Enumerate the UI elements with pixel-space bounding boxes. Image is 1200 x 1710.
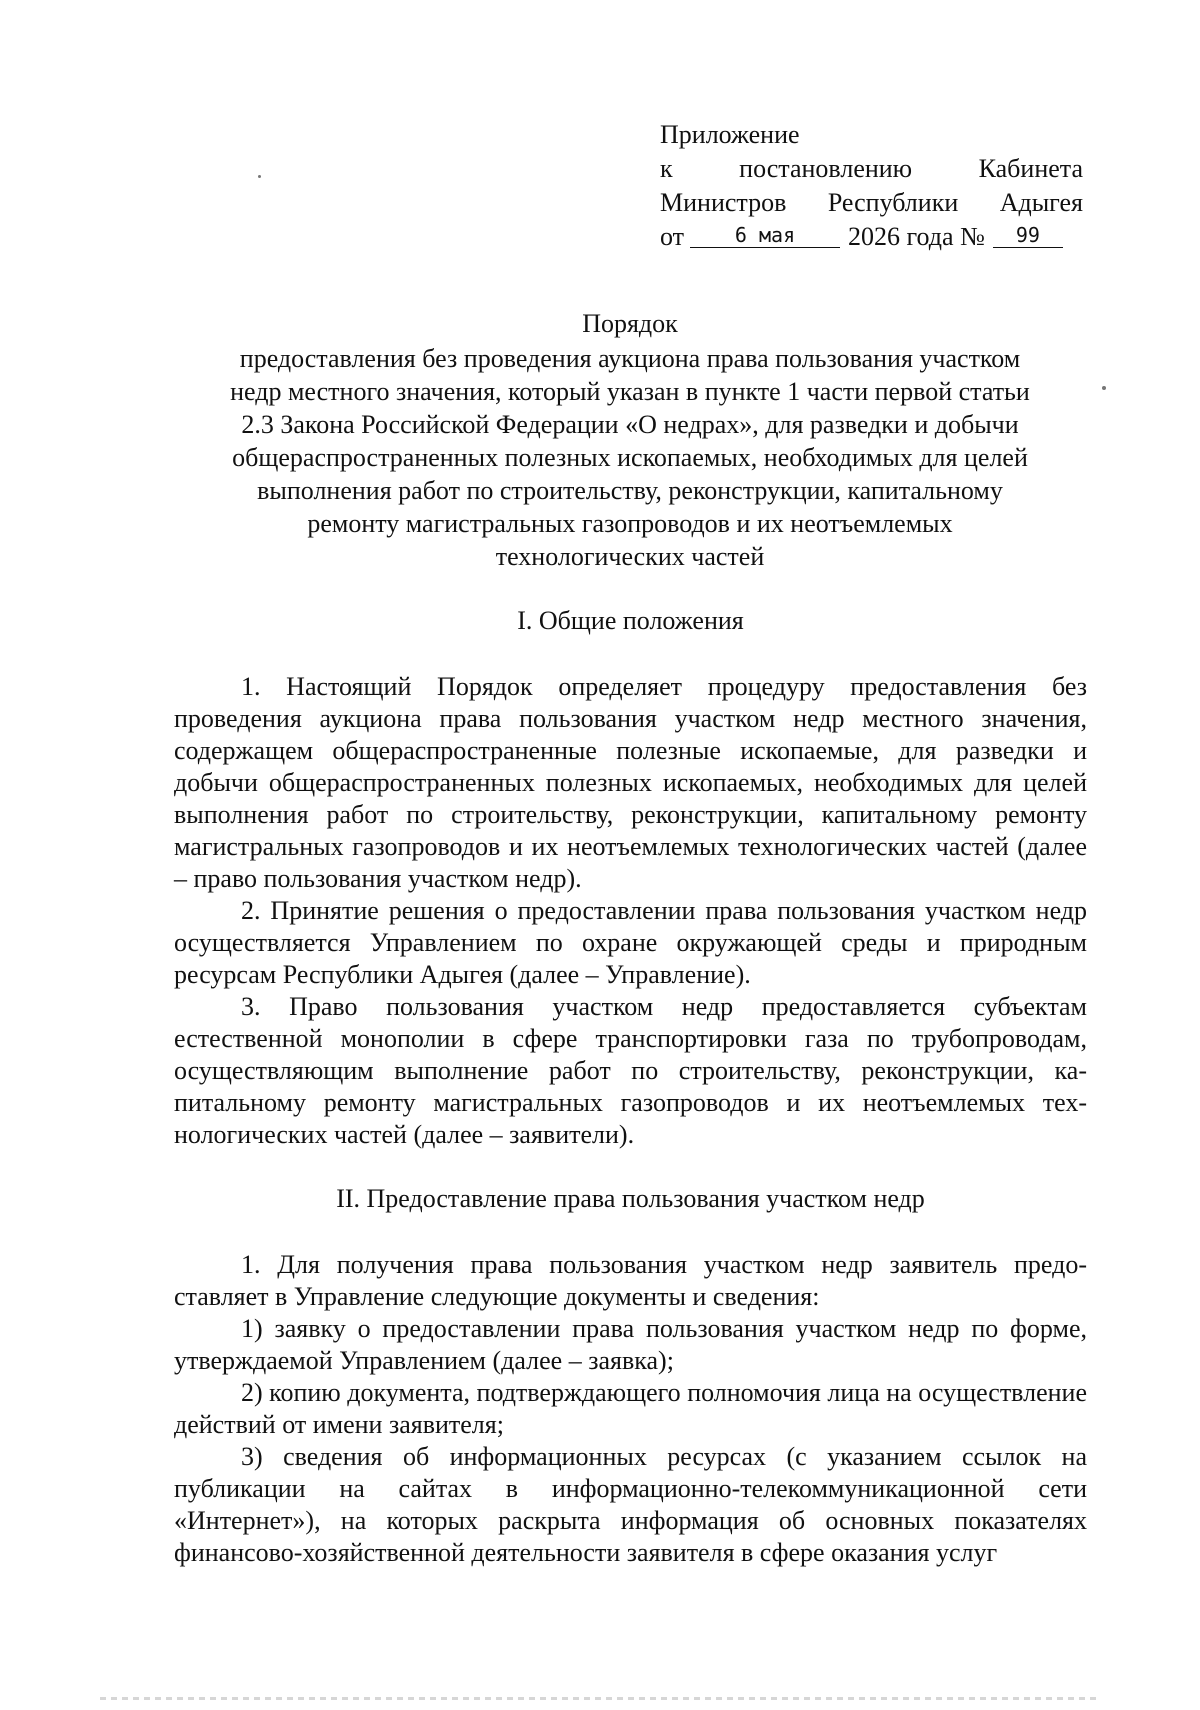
appendix-line-cabinet <box>660 186 1083 220</box>
appendix-word: Кабинета <box>978 154 1083 183</box>
scan-edge-artifact <box>100 1697 1100 1700</box>
appendix-word: постановлению <box>739 154 913 183</box>
appendix-word: к <box>660 154 673 183</box>
subtitle-line: ремонту магистральных газопроводов и их неотъемлемых <box>307 509 953 538</box>
title-heading: Порядок <box>582 309 678 338</box>
subtitle-line: 2.3 Закона Российской Федерации «О недрах», для разведки и добычи <box>241 410 1019 439</box>
appendix-block <box>660 118 1083 254</box>
list-item: 2) копию документа, подтверждающего полномочия лица на осуществление действий от имени заявителя; <box>174 1378 1087 1439</box>
appendix-word: Адыгея <box>999 188 1083 217</box>
appendix-label: Приложение <box>660 120 800 149</box>
subtitle-line: общераспространенных полезных ископаемых, необходимых для целей <box>232 443 1028 472</box>
appendix-word: Республики <box>827 188 959 217</box>
section-heading: II. Предоставление права пользования участком недр <box>336 1184 925 1213</box>
list-item: 3) сведения об информационных ресурсах (с указанием ссылок на публикации на сайтах в информационно-телекоммуникационной сети «Интернет»), на которых раскрыта информация об основных показателях финансово-хозяйственной деятельности заявителя в сфере оказания услуг <box>174 1442 1087 1567</box>
number-field: 99 <box>993 223 1063 248</box>
paragraph: 2. Принятие решения о предоставлении права пользования участком недр осуществляется Управлением по охране окружающей среды и природным ресурсам Республики Адыгея (далее – Управление). <box>174 896 1087 989</box>
section-heading: I. Общие положения <box>517 606 744 635</box>
scan-speck <box>1102 386 1106 390</box>
date-field: 6 мая <box>690 223 840 248</box>
paragraph: 1. Для получения права пользования участком недр заявитель предоставляет в Управление следующие документы и сведения: <box>174 1250 1087 1311</box>
appendix-word: Министров <box>660 188 787 217</box>
appendix-date-line <box>660 220 1083 254</box>
subtitle-line: предоставления без проведения аукциона права пользования участком <box>239 344 1021 373</box>
appendix-line-resolution <box>660 152 1083 186</box>
year-text: 2026 года № <box>848 222 985 251</box>
subtitle-line: недр местного значения, который указан в пункте 1 части первой статьи <box>230 377 1030 406</box>
paragraph: 3. Право пользования участком недр предоставляется субъектам естественной монополии в сфере транспортировки газа по трубопроводам, осуществляющим выполнение работ по строительству, реконструкции, капитальному ремонту магистральных газопроводов и их неотъемлемых технологических частей (далее – заявители). <box>174 992 1087 1149</box>
section-spacer <box>174 1151 1087 1183</box>
document-title <box>170 307 1090 573</box>
paragraph: 1. Настоящий Порядок определяет процедуру предоставления без проведения аукциона права пользования участком недр местного значения, содержащем общераспространенные полезные ископаемые, для разведки и добычи общераспространенных полезных ископаемых, необходимых для целей выполнения работ по строительству, реконструкции, капитальному ремонту магистральных газопроводов и их неотъемлемых технологических частей (далее – право пользования участком недр). <box>174 672 1087 893</box>
document-body <box>174 605 1087 1569</box>
date-prefix: от <box>660 222 685 251</box>
subtitle-line: технологических частей <box>495 542 765 571</box>
list-item: 1) заявку о предоставлении права пользования участком недр по форме, утверждаемой Управлением (далее – заявка); <box>174 1314 1087 1375</box>
scan-speck <box>258 175 261 178</box>
subtitle-line: выполнения работ по строительству, реконструкции, капитальному <box>257 476 1003 505</box>
